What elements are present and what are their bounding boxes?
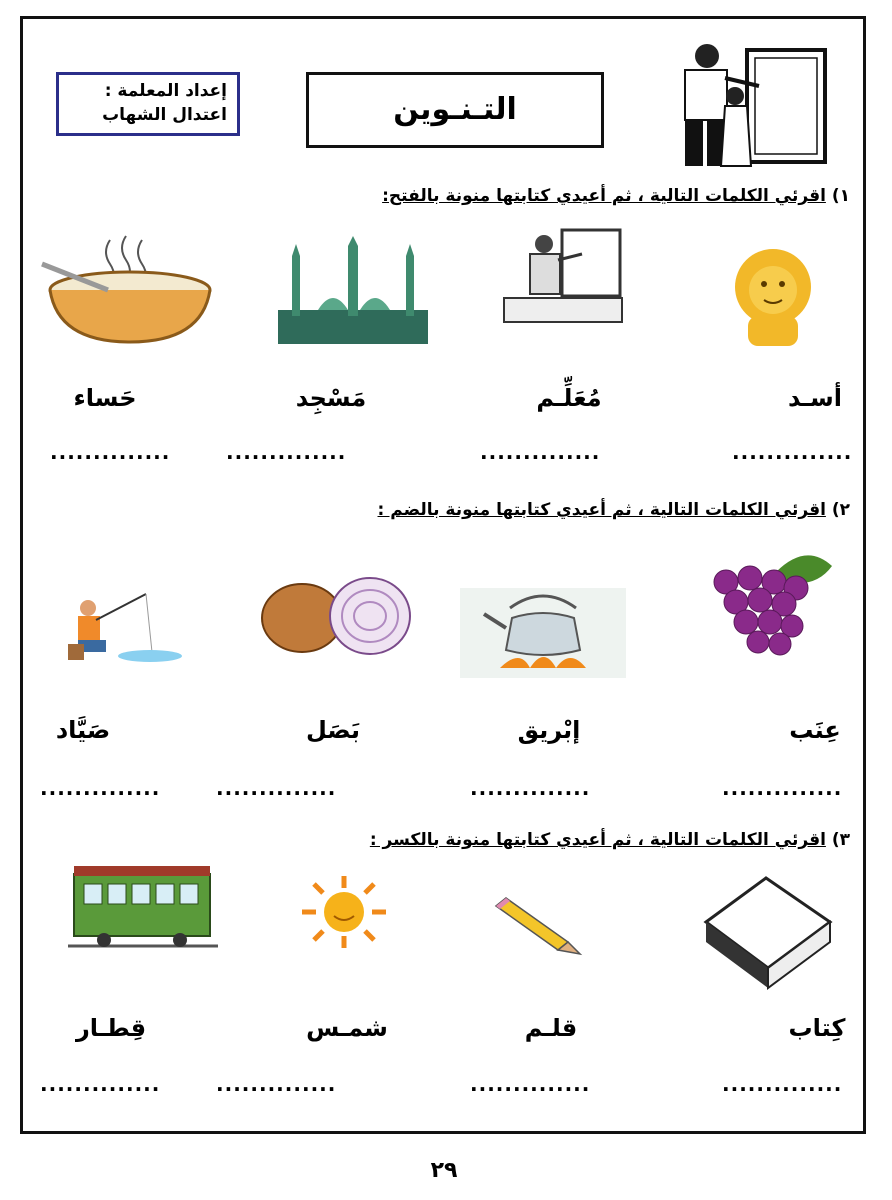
answer-line-2-1[interactable]: .............. xyxy=(722,776,843,800)
instruction-1-number: ١) xyxy=(831,186,850,206)
answer-line-3-1[interactable]: .............. xyxy=(722,1072,843,1096)
pencil-icon xyxy=(492,896,584,956)
word-3-2: قلـم xyxy=(524,1014,578,1042)
fisherman-icon xyxy=(56,586,186,666)
word-3-4: قِطـار xyxy=(75,1014,147,1042)
onion-icon xyxy=(258,572,416,658)
word-2-4: صَيَّاد xyxy=(55,716,111,744)
sun-icon xyxy=(298,874,390,950)
answer-line-2-2[interactable]: .............. xyxy=(470,776,591,800)
word-2-1: عِنَب xyxy=(789,716,841,744)
word-3-3: شمـس xyxy=(306,1014,388,1042)
soup-bowl-icon xyxy=(38,234,214,346)
instruction-2-text: اقرئي الكلمات التالية ، ثم أعيدي كتابتها منونة بالضم : xyxy=(377,500,826,520)
instruction-3 xyxy=(290,830,850,850)
answer-line-3-4[interactable]: .............. xyxy=(40,1072,161,1096)
word-1-1: أسـد xyxy=(788,384,842,412)
word-1-3: مَسْجِد xyxy=(295,384,367,412)
word-1-4: حَساء xyxy=(73,384,137,412)
teacher-at-board-icon xyxy=(655,38,835,170)
grapes-icon xyxy=(696,542,836,660)
answer-line-3-3[interactable]: .............. xyxy=(216,1072,337,1096)
answer-line-1-2[interactable]: .............. xyxy=(480,440,601,464)
instruction-1 xyxy=(290,186,850,206)
word-1-2: مُعَلِّـم xyxy=(536,384,602,412)
word-2-3: بَصَل xyxy=(305,716,361,744)
answer-line-1-4[interactable]: .............. xyxy=(50,440,171,464)
mosque-icon xyxy=(278,236,428,344)
teacher-credit-box xyxy=(56,72,240,136)
kettle-icon xyxy=(460,588,626,678)
answer-line-2-3[interactable]: .............. xyxy=(216,776,337,800)
instruction-3-text: اقرئي الكلمات التالية ، ثم أعيدي كتابتها منونة بالكسر : xyxy=(369,830,826,850)
word-2-2: إبْريق xyxy=(517,716,581,744)
instruction-2 xyxy=(290,500,850,520)
book-icon xyxy=(696,872,836,992)
instruction-2-number: ٢) xyxy=(831,500,850,520)
teacher-label: إعداد المعلمة : xyxy=(104,81,227,101)
lion-icon xyxy=(718,242,828,352)
word-3-1: كِتاب xyxy=(788,1014,846,1042)
train-icon xyxy=(68,856,218,956)
instruction-3-number: ٣) xyxy=(831,830,850,850)
answer-line-1-1[interactable]: .............. xyxy=(732,440,853,464)
answer-line-2-4[interactable]: .............. xyxy=(40,776,161,800)
page-title: التـنـوين xyxy=(306,72,604,148)
teacher-name: اعتدال الشهاب xyxy=(102,105,227,125)
teacher-board-icon xyxy=(498,224,628,332)
instruction-1-text: اقرئي الكلمات التالية ، ثم أعيدي كتابتها منونة بالفتح: xyxy=(382,186,826,206)
answer-line-1-3[interactable]: .............. xyxy=(226,440,347,464)
page-number: ٢٩ xyxy=(430,1158,458,1183)
answer-line-3-2[interactable]: .............. xyxy=(470,1072,591,1096)
